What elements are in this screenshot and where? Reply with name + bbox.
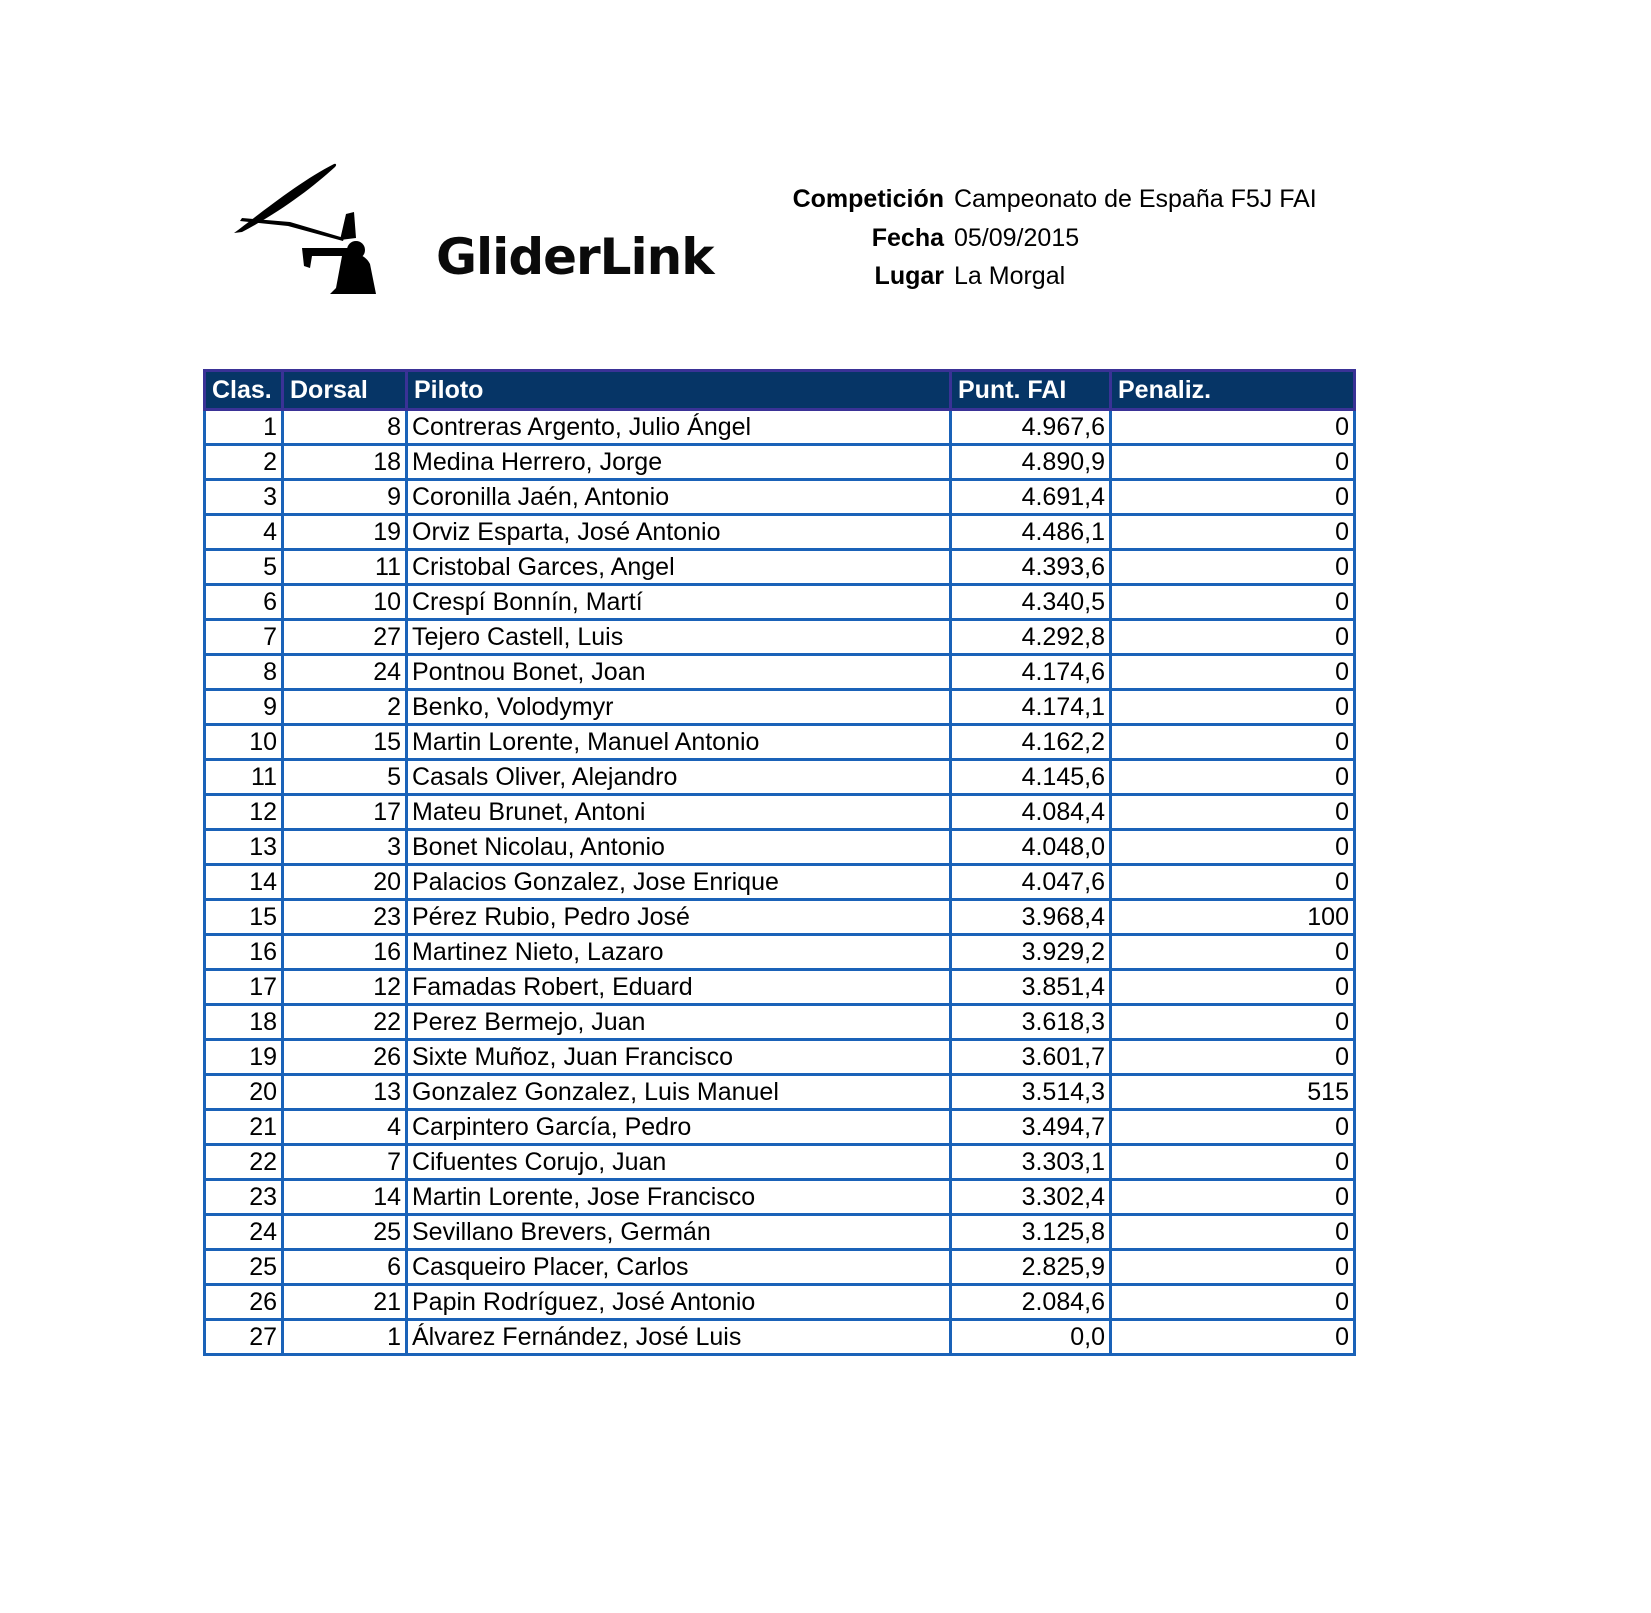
cell-dorsal: 5 (283, 760, 407, 795)
cell-clas: 19 (205, 1040, 283, 1075)
cell-piloto: Carpintero García, Pedro (407, 1110, 951, 1145)
cell-clas: 14 (205, 865, 283, 900)
results-body (205, 410, 1355, 1355)
cell-punt-fai: 3.514,3 (951, 1075, 1111, 1110)
cell-dorsal: 1 (283, 1320, 407, 1355)
cell-piloto: Mateu Brunet, Antoni (407, 795, 951, 830)
cell-punt-fai: 3.929,2 (951, 935, 1111, 970)
cell-piloto: Bonet Nicolau, Antonio (407, 830, 951, 865)
results-table (203, 369, 1356, 1356)
table-row (205, 1320, 1355, 1355)
cell-piloto: Sevillano Brevers, Germán (407, 1215, 951, 1250)
cell-punt-fai: 4.174,6 (951, 655, 1111, 690)
cell-dorsal: 3 (283, 830, 407, 865)
cell-dorsal: 6 (283, 1250, 407, 1285)
logo-text: GliderLink (436, 228, 714, 286)
cell-penaliz: 0 (1111, 410, 1355, 445)
cell-piloto: Gonzalez Gonzalez, Luis Manuel (407, 1075, 951, 1110)
cell-punt-fai: 4.084,4 (951, 795, 1111, 830)
cell-clas: 9 (205, 690, 283, 725)
table-row (205, 515, 1355, 550)
cell-dorsal: 16 (283, 935, 407, 970)
cell-piloto: Martinez Nieto, Lazaro (407, 935, 951, 970)
cell-punt-fai: 4.292,8 (951, 620, 1111, 655)
cell-clas: 7 (205, 620, 283, 655)
table-row (205, 690, 1355, 725)
table-row (205, 725, 1355, 760)
cell-punt-fai: 4.691,4 (951, 480, 1111, 515)
cell-piloto: Cristobal Garces, Angel (407, 550, 951, 585)
cell-clas: 4 (205, 515, 283, 550)
cell-penaliz: 0 (1111, 1180, 1355, 1215)
table-row (205, 1250, 1355, 1285)
cell-penaliz: 0 (1111, 480, 1355, 515)
cell-clas: 27 (205, 1320, 283, 1355)
table-row (205, 410, 1355, 445)
cell-clas: 1 (205, 410, 283, 445)
cell-penaliz: 0 (1111, 1040, 1355, 1075)
cell-dorsal: 20 (283, 865, 407, 900)
cell-penaliz: 515 (1111, 1075, 1355, 1110)
table-row (205, 620, 1355, 655)
cell-piloto: Pontnou Bonet, Joan (407, 655, 951, 690)
cell-penaliz: 100 (1111, 900, 1355, 935)
cell-clas: 26 (205, 1285, 283, 1320)
cell-dorsal: 24 (283, 655, 407, 690)
meta-competition (760, 180, 1317, 219)
column-header-piloto: Piloto (407, 371, 951, 410)
cell-punt-fai: 3.618,3 (951, 1005, 1111, 1040)
cell-piloto: Famadas Robert, Eduard (407, 970, 951, 1005)
cell-penaliz: 0 (1111, 445, 1355, 480)
cell-penaliz: 0 (1111, 865, 1355, 900)
cell-punt-fai: 3.968,4 (951, 900, 1111, 935)
meta-date (760, 219, 1317, 258)
cell-piloto: Contreras Argento, Julio Ángel (407, 410, 951, 445)
table-row (205, 830, 1355, 865)
table-row (205, 1145, 1355, 1180)
cell-penaliz: 0 (1111, 1110, 1355, 1145)
cell-piloto: Coronilla Jaén, Antonio (407, 480, 951, 515)
table-header-row (205, 371, 1355, 410)
cell-clas: 25 (205, 1250, 283, 1285)
cell-dorsal: 22 (283, 1005, 407, 1040)
cell-punt-fai: 0,0 (951, 1320, 1111, 1355)
cell-punt-fai: 4.967,6 (951, 410, 1111, 445)
table-row (205, 1005, 1355, 1040)
table-row (205, 760, 1355, 795)
meta-value: Campeonato de España F5J FAI (954, 185, 1317, 213)
table-row (205, 1110, 1355, 1145)
meta-place (760, 257, 1317, 296)
cell-clas: 3 (205, 480, 283, 515)
cell-piloto: Tejero Castell, Luis (407, 620, 951, 655)
cell-clas: 23 (205, 1180, 283, 1215)
cell-penaliz: 0 (1111, 830, 1355, 865)
cell-piloto: Casals Oliver, Alejandro (407, 760, 951, 795)
cell-dorsal: 14 (283, 1180, 407, 1215)
cell-dorsal: 15 (283, 725, 407, 760)
table-row (205, 585, 1355, 620)
cell-dorsal: 12 (283, 970, 407, 1005)
cell-piloto: Álvarez Fernández, José Luis (407, 1320, 951, 1355)
table-row (205, 970, 1355, 1005)
table-row (205, 1075, 1355, 1110)
cell-clas: 2 (205, 445, 283, 480)
cell-dorsal: 8 (283, 410, 407, 445)
cell-piloto: Perez Bermejo, Juan (407, 1005, 951, 1040)
cell-punt-fai: 4.486,1 (951, 515, 1111, 550)
meta-label: Competición (792, 185, 944, 213)
cell-piloto: Pérez Rubio, Pedro José (407, 900, 951, 935)
cell-punt-fai: 4.393,6 (951, 550, 1111, 585)
cell-punt-fai: 2.084,6 (951, 1285, 1111, 1320)
cell-dorsal: 4 (283, 1110, 407, 1145)
column-header-penaliz: Penaliz. (1111, 371, 1355, 410)
cell-piloto: Medina Herrero, Jorge (407, 445, 951, 480)
cell-penaliz: 0 (1111, 1285, 1355, 1320)
cell-penaliz: 0 (1111, 935, 1355, 970)
cell-piloto: Sixte Muñoz, Juan Francisco (407, 1040, 951, 1075)
table-row (205, 900, 1355, 935)
cell-penaliz: 0 (1111, 1215, 1355, 1250)
cell-clas: 20 (205, 1075, 283, 1110)
cell-clas: 10 (205, 725, 283, 760)
cell-penaliz: 0 (1111, 620, 1355, 655)
cell-penaliz: 0 (1111, 1005, 1355, 1040)
cell-clas: 13 (205, 830, 283, 865)
cell-punt-fai: 4.047,6 (951, 865, 1111, 900)
cell-clas: 22 (205, 1145, 283, 1180)
cell-clas: 21 (205, 1110, 283, 1145)
cell-clas: 5 (205, 550, 283, 585)
cell-piloto: Papin Rodríguez, José Antonio (407, 1285, 951, 1320)
cell-dorsal: 11 (283, 550, 407, 585)
table-row (205, 1180, 1355, 1215)
cell-punt-fai: 3.125,8 (951, 1215, 1111, 1250)
cell-penaliz: 0 (1111, 1145, 1355, 1180)
cell-piloto: Martin Lorente, Manuel Antonio (407, 725, 951, 760)
cell-piloto: Casqueiro Placer, Carlos (407, 1250, 951, 1285)
meta-label: Lugar (874, 262, 944, 290)
cell-clas: 6 (205, 585, 283, 620)
cell-dorsal: 2 (283, 690, 407, 725)
cell-penaliz: 0 (1111, 1320, 1355, 1355)
cell-piloto: Crespí Bonnín, Martí (407, 585, 951, 620)
cell-dorsal: 23 (283, 900, 407, 935)
cell-penaliz: 0 (1111, 725, 1355, 760)
cell-dorsal: 21 (283, 1285, 407, 1320)
cell-punt-fai: 2.825,9 (951, 1250, 1111, 1285)
meta-value: 05/09/2015 (954, 223, 1080, 252)
cell-piloto: Benko, Volodymyr (407, 690, 951, 725)
meta-label: Fecha (871, 223, 944, 252)
cell-dorsal: 9 (283, 480, 407, 515)
cell-punt-fai: 4.048,0 (951, 830, 1111, 865)
cell-punt-fai: 4.340,5 (951, 585, 1111, 620)
cell-penaliz: 0 (1111, 690, 1355, 725)
cell-dorsal: 17 (283, 795, 407, 830)
table-row (205, 480, 1355, 515)
table-row (205, 1215, 1355, 1250)
cell-punt-fai: 4.890,9 (951, 445, 1111, 480)
cell-punt-fai: 3.851,4 (951, 970, 1111, 1005)
cell-piloto: Martin Lorente, Jose Francisco (407, 1180, 951, 1215)
cell-punt-fai: 3.302,4 (951, 1180, 1111, 1215)
cell-dorsal: 19 (283, 515, 407, 550)
cell-punt-fai: 3.494,7 (951, 1110, 1111, 1145)
cell-piloto: Orviz Esparta, José Antonio (407, 515, 951, 550)
cell-dorsal: 25 (283, 1215, 407, 1250)
cell-penaliz: 0 (1111, 1250, 1355, 1285)
cell-penaliz: 0 (1111, 585, 1355, 620)
cell-clas: 8 (205, 655, 283, 690)
table-row (205, 865, 1355, 900)
cell-dorsal: 10 (283, 585, 407, 620)
table-row (205, 655, 1355, 690)
column-header-punt-fai: Punt. FAI (951, 371, 1111, 410)
cell-penaliz: 0 (1111, 760, 1355, 795)
column-header-clas: Clas. (205, 371, 283, 410)
cell-piloto: Cifuentes Corujo, Juan (407, 1145, 951, 1180)
table-row (205, 445, 1355, 480)
cell-penaliz: 0 (1111, 655, 1355, 690)
table-row (205, 1040, 1355, 1075)
table-row (205, 795, 1355, 830)
cell-punt-fai: 4.145,6 (951, 760, 1111, 795)
cell-clas: 18 (205, 1005, 283, 1040)
glider-pilot-silhouette-icon (232, 160, 382, 295)
cell-penaliz: 0 (1111, 795, 1355, 830)
competition-meta (760, 180, 1317, 296)
table-row (205, 935, 1355, 970)
cell-clas: 16 (205, 935, 283, 970)
cell-punt-fai: 4.162,2 (951, 725, 1111, 760)
cell-piloto: Palacios Gonzalez, Jose Enrique (407, 865, 951, 900)
cell-punt-fai: 3.303,1 (951, 1145, 1111, 1180)
table-row (205, 550, 1355, 585)
cell-punt-fai: 4.174,1 (951, 690, 1111, 725)
cell-dorsal: 27 (283, 620, 407, 655)
cell-clas: 15 (205, 900, 283, 935)
cell-clas: 24 (205, 1215, 283, 1250)
cell-dorsal: 18 (283, 445, 407, 480)
meta-value: La Morgal (954, 262, 1066, 290)
cell-dorsal: 13 (283, 1075, 407, 1110)
cell-clas: 11 (205, 760, 283, 795)
cell-penaliz: 0 (1111, 970, 1355, 1005)
table-row (205, 1285, 1355, 1320)
cell-dorsal: 7 (283, 1145, 407, 1180)
cell-punt-fai: 3.601,7 (951, 1040, 1111, 1075)
cell-clas: 17 (205, 970, 283, 1005)
cell-clas: 12 (205, 795, 283, 830)
cell-dorsal: 26 (283, 1040, 407, 1075)
column-header-dorsal: Dorsal (283, 371, 407, 410)
cell-penaliz: 0 (1111, 515, 1355, 550)
cell-penaliz: 0 (1111, 550, 1355, 585)
